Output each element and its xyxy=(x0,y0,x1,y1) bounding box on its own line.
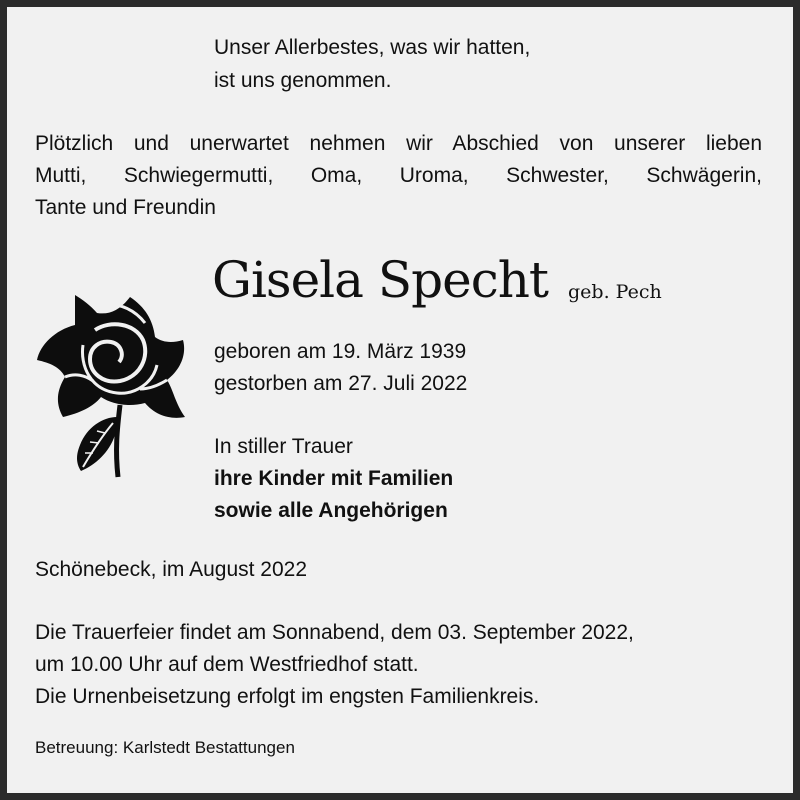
mourners-line-1: In stiller Trauer xyxy=(214,435,353,458)
intro-line-1: Plötzlich und unerwartet nehmen wir Abschied von unserer lieben xyxy=(35,132,762,155)
quote-line-2: ist uns genommen. xyxy=(214,69,392,92)
quote-line-1: Unser Allerbestes, was wir hatten, xyxy=(214,36,531,59)
funeral-line-3: Die Urnenbeisetzung erfolgt im engsten Familienkreis. xyxy=(35,685,540,708)
place-date: Schönebeck, im August 2022 xyxy=(35,558,308,581)
died-date: gestorben am 27. Juli 2022 xyxy=(214,372,468,395)
intro-line-2: Mutti, Schwiegermutti, Oma, Uroma, Schwester, Schwägerin, xyxy=(35,164,762,187)
deceased-name: Gisela Specht xyxy=(212,251,549,309)
obituary-notice xyxy=(7,7,793,793)
mourners-line-2: ihre Kinder mit Familien xyxy=(214,467,454,490)
mourners-line-3: sowie alle Angehörigen xyxy=(214,499,448,522)
rose-icon xyxy=(35,285,205,485)
funeral-line-2: um 10.00 Uhr auf dem Westfriedhof statt. xyxy=(35,653,419,676)
funeral-home-credit: Betreuung: Karlstedt Bestattungen xyxy=(35,738,295,757)
birth-name: geb. Pech xyxy=(568,281,662,303)
intro-line-3: Tante und Freundin xyxy=(35,196,216,219)
born-date: geboren am 19. März 1939 xyxy=(214,340,467,363)
funeral-line-1: Die Trauerfeier findet am Sonnabend, dem 03. September 2022, xyxy=(35,621,634,644)
